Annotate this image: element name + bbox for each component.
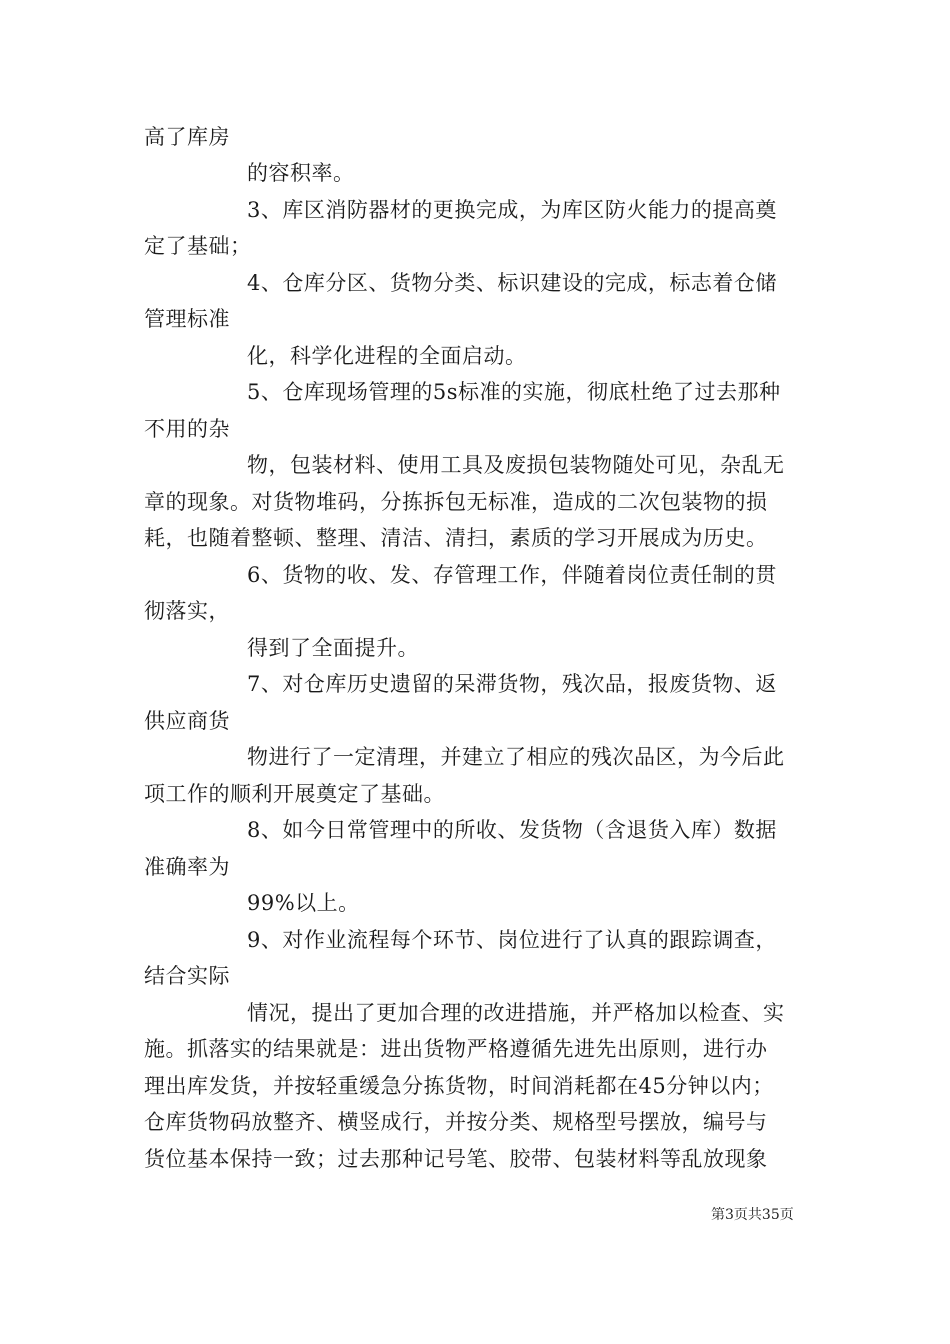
text-line: 不用的杂	[144, 417, 230, 441]
text-line: 耗，也随着整顿、整理、清洁、清扫，素质的学习开展成为历史。	[144, 526, 768, 550]
text-line: 化，科学化进程的全面启动。	[247, 344, 527, 368]
text-line: 仓库货物码放整齐、横竖成行，并按分类、规格型号摆放，编号与	[144, 1110, 768, 1134]
text-line: 理出库发货，并按轻重缓急分拣货物，时间消耗都在45分钟以内；	[144, 1074, 774, 1098]
text-line: 定了基础；	[144, 234, 252, 258]
text-line: 6、货物的收、发、存管理工作，伴随着岗位责任制的贯	[247, 563, 777, 587]
text-line: 结合实际	[144, 964, 230, 988]
text-line: 8、如今日常管理中的所收、发货物（含退货入库）数据	[247, 818, 777, 842]
text-line: 章的现象。对货物堆码，分拣拆包无标准，造成的二次包装物的损	[144, 490, 768, 514]
text-line: 物进行了一定清理，并建立了相应的残次品区，为今后此	[247, 745, 785, 769]
page-number-footer: 第3页共35页	[711, 1207, 794, 1223]
text-line: 供应商货	[144, 709, 230, 733]
text-line: 4、仓库分区、货物分类、标识建设的完成，标志着仓储	[247, 271, 777, 295]
text-line: 高了库房	[144, 125, 230, 149]
text-line: 5、仓库现场管理的5s标准的实施，彻底杜绝了过去那种	[247, 380, 781, 404]
text-line: 99%以上。	[247, 891, 360, 915]
text-line: 3、库区消防器材的更换完成，为库区防火能力的提高奠	[247, 198, 777, 222]
text-line: 货位基本保持一致；过去那种记号笔、胶带、包装材料等乱放现象	[144, 1147, 768, 1171]
text-line: 施。抓落实的结果就是：进出货物严格遵循先进先出原则，进行办	[144, 1037, 768, 1061]
text-line: 管理标准	[144, 307, 230, 331]
text-line: 项工作的顺利开展奠定了基础。	[144, 782, 445, 806]
text-line: 情况，提出了更加合理的改进措施，并严格加以检查、实	[247, 1001, 785, 1025]
text-line: 物，包装材料、使用工具及废损包装物随处可见，杂乱无	[247, 453, 785, 477]
text-line: 彻落实，	[144, 599, 230, 623]
text-line: 准确率为	[144, 855, 230, 879]
text-line: 的容积率。	[247, 161, 355, 185]
text-line: 7、对仓库历史遗留的呆滞货物，残次品，报废货物、返	[247, 672, 777, 696]
text-line: 9、对作业流程每个环节、岗位进行了认真的跟踪调查，	[247, 928, 777, 952]
text-line: 得到了全面提升。	[247, 636, 419, 660]
